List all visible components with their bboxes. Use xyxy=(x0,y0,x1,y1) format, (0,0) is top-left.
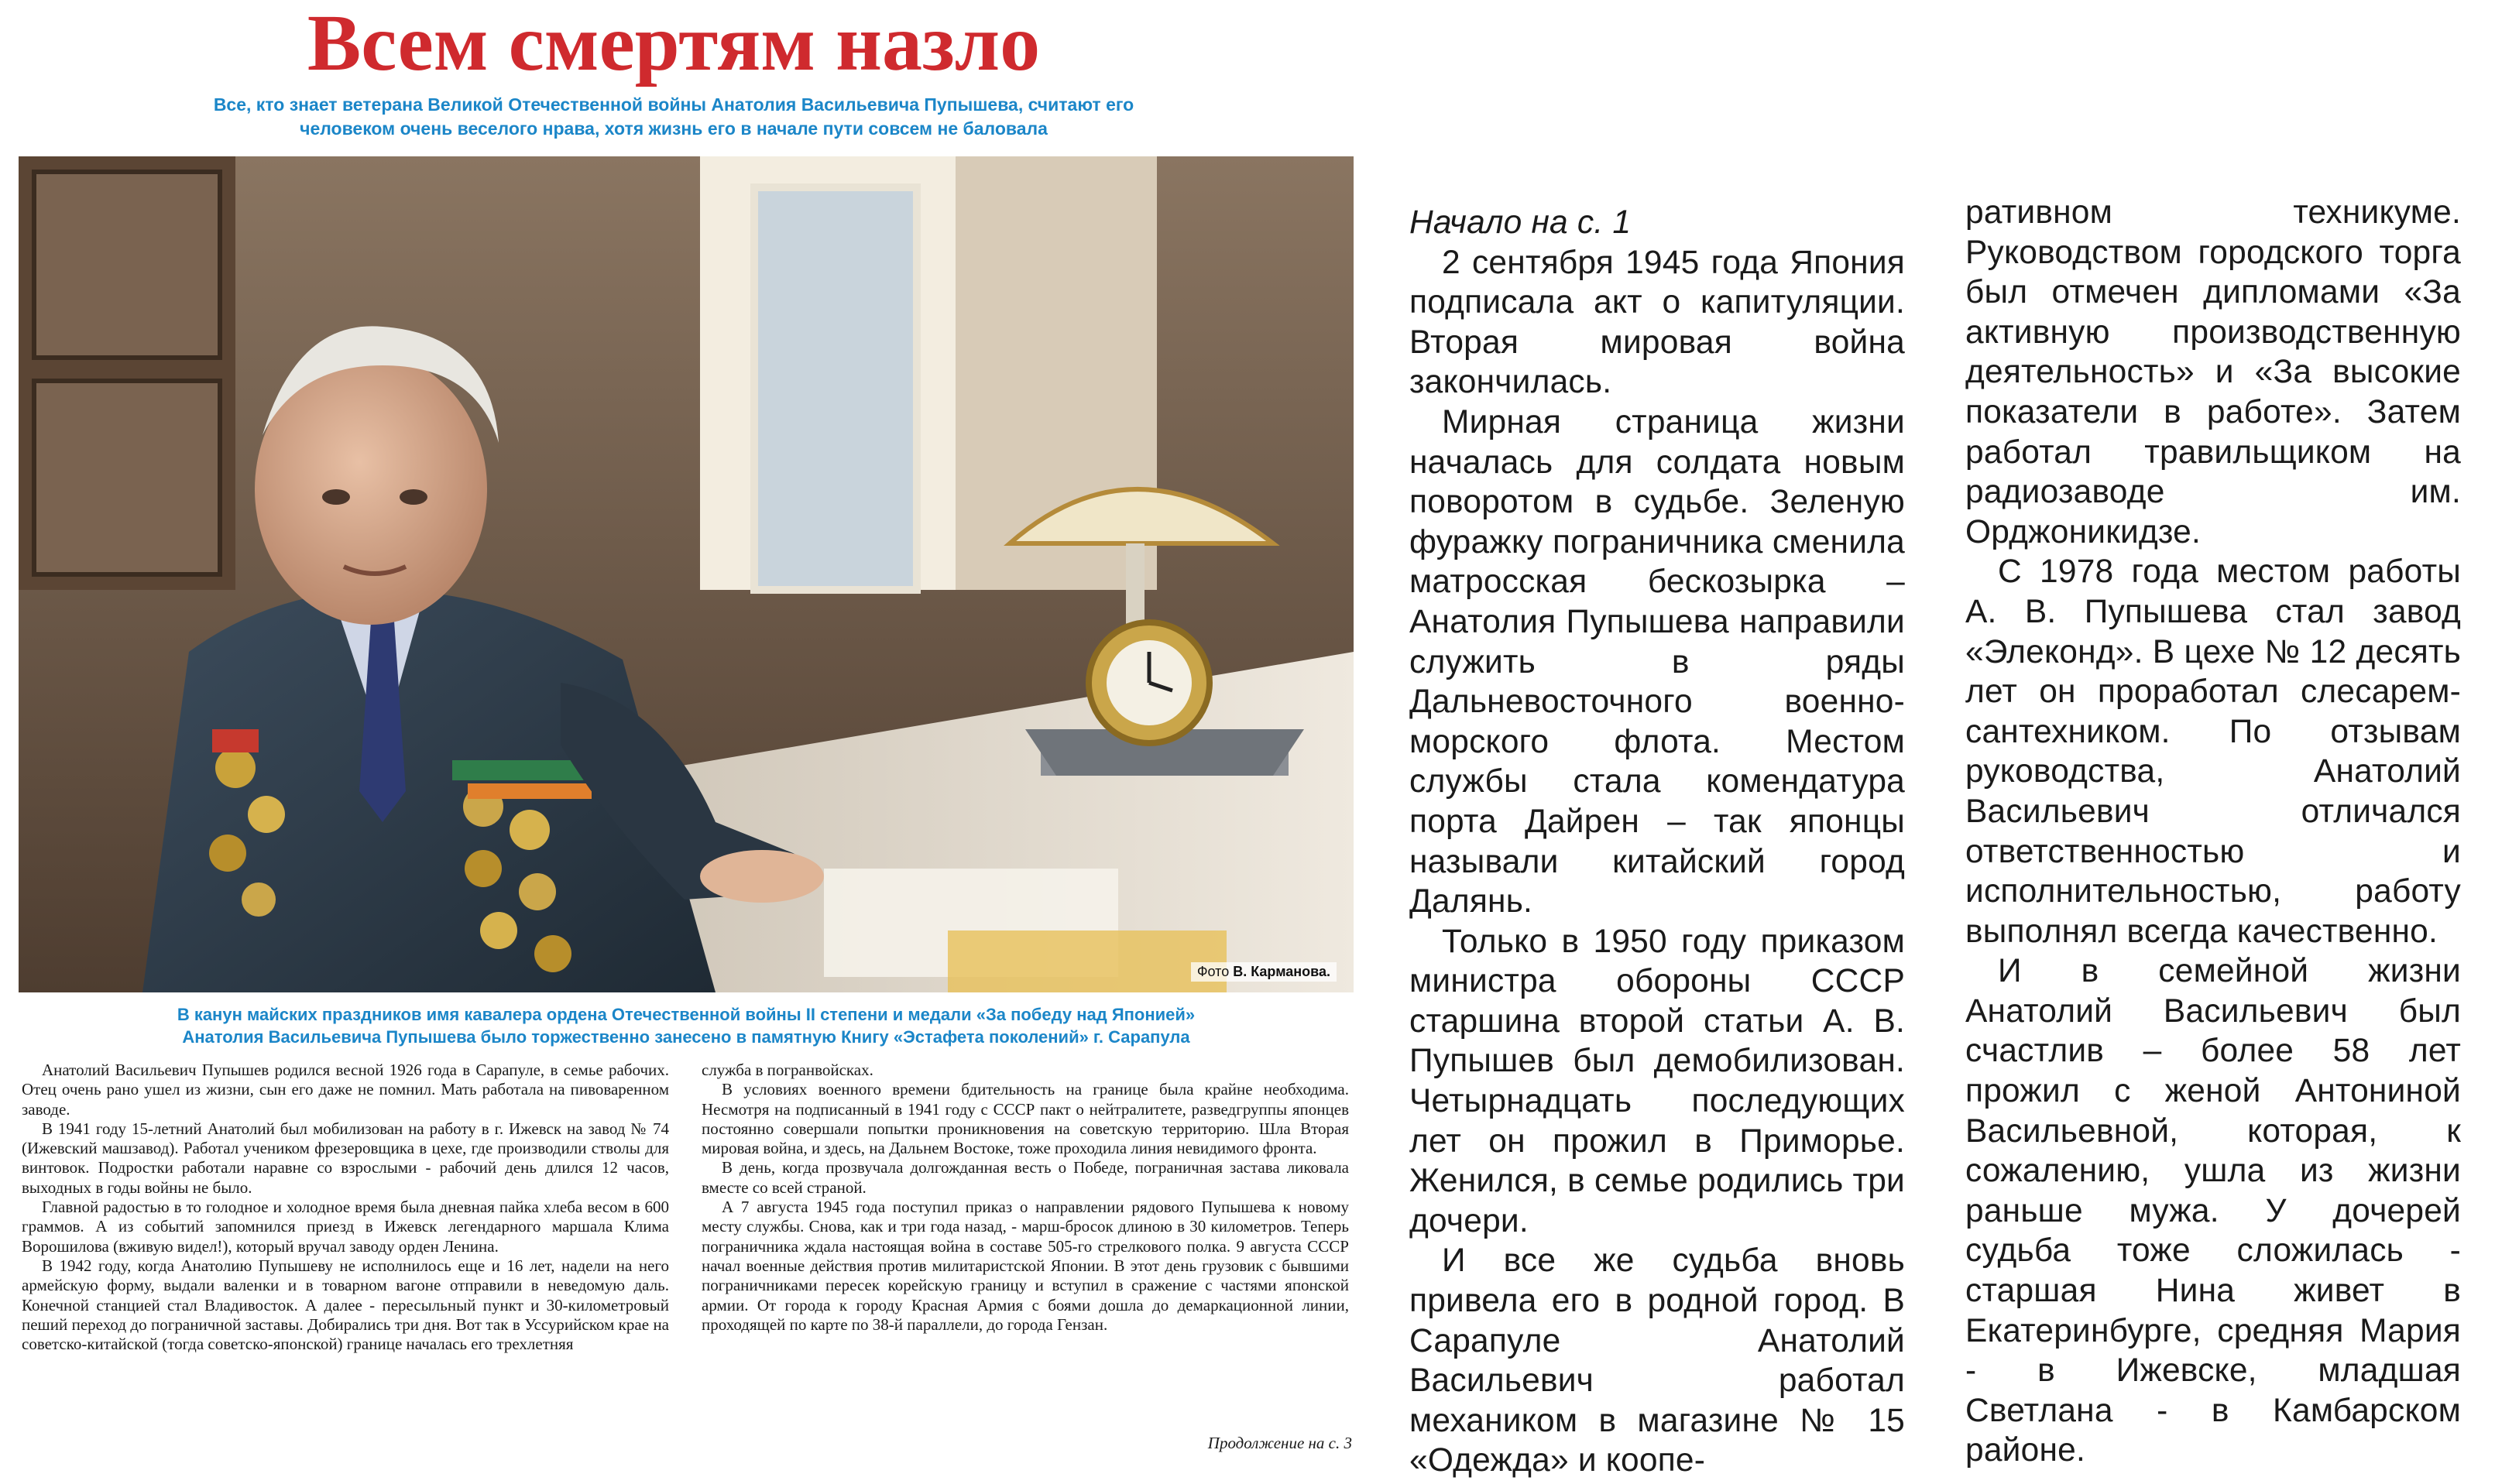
paragraph: Только в 1950 году приказом министра обороны СССР старшина второй статьи А. В. Пупышев был демобилизован. Четырнадцать последующих лет он прожил в Приморье. Женился, в семье родились три дочери. xyxy=(1409,923,1905,1239)
photo-credit xyxy=(1191,962,1337,982)
veteran-photo-illustration xyxy=(19,156,1354,992)
small-text-column-1 xyxy=(22,1061,669,1354)
paragraph: 2 сентября 1945 года Япония подписала акт о капитуляции. Вторая мировая война закончилась. xyxy=(1409,244,1905,401)
continued-note: Продолжение на с. 3 xyxy=(1207,1434,1352,1452)
paragraph: В условиях военного времени бдительность на границе была крайне необходима. Несмотря на подписанный в 1941 году с СССР пакт о нейтралитете, разведгруппы японцев постоянно совершали попытки проникновения на советскую территорию. Шла Вторая мировая война, и здесь, на Дальнем Востоке, тоже проходила линия невидимого фронта. xyxy=(702,1080,1349,1158)
headline: Всем смертям назло xyxy=(307,0,1041,87)
paragraph: Главной радостью в то голодное и холодное время была дневная пайка хлеба весом в 600 граммов. А из событий запомнился приезд в Ижевск легендарного маршала Клима Ворошилова (вживую видел!), который вручал заводу орден Ленина. xyxy=(22,1198,669,1256)
paragraph: И все же судьба вновь привела его в родной город. В Сарапуле Анатолий Васильевич работал механиком в магазине № 15 «Одежда» и коопе- xyxy=(1409,1242,1905,1479)
large-text-column-2 xyxy=(1965,193,2461,1471)
paragraph: Анатолий Васильевич Пупышев родился весной 1926 года в Сарапуле, в семье рабочих. Отец очень рано ушел из жизни, сын его даже не помнил. Мать работала на пивоваренном заводе. xyxy=(22,1061,669,1119)
photo-credit-name: В. Карманова. xyxy=(1233,964,1330,979)
veteran-photo xyxy=(19,156,1354,992)
paragraph: А 7 августа 1945 года поступил приказ о направлении рядового Пупышева к новому месту службы. Снова, как и три года назад, - марш-бросок длиною в 30 километров. Теперь пограничника ждала настоящая война в составе 505-го стрелкового полка. 9 августа СССР начал военные действия против милитаристской Японии. В этот день грузовик с бывшими пограничниками пересек корейскую границу и вступил в сражение с частями японской армии. От города к городу Красная Армия с боями дошла до демаркационной линии, проходящей по карте по 38-й параллели, до города Гензан. xyxy=(702,1198,1349,1334)
start-note: Начало на с. 1 xyxy=(1409,204,1632,241)
lead-line: человеком очень веселого нрава, хотя жизнь его в начале пути совсем не баловала xyxy=(300,118,1048,139)
paragraph: В день, когда прозвучала долгожданная весть о Победе, пограничная застава ликовала вместе со всей страной. xyxy=(702,1158,1349,1197)
caption-line: В канун майских праздников имя кавалера ордена Отечественной войны II степени и медали «За победу над Японией» xyxy=(177,1005,1196,1024)
small-text-column-2 xyxy=(702,1061,1349,1335)
lead-paragraph xyxy=(15,93,1332,141)
paragraph: И в семейной жизни Анатолий Васильевич был счастлив – более 58 лет прожил с женой Антониной Васильевной, которая, к сожалению, ушла из жизни раньше мужа. У дочерей судьба тоже сложилась - старшая Нина живет в Екатеринбурге, средняя Мария - в Ижевске, младшая Светлана - в Камбарском районе. xyxy=(1965,953,2461,1469)
paragraph: служба в погранвойсках. xyxy=(702,1061,873,1079)
paragraph: В 1941 году 15-летний Анатолий был мобилизован на работу в г. Ижевск на завод № 74 (Ижевский машзавод). Работал учеником фрезеровщика в цехе, где производили стволы для винтовок. Подростки работали наравне со взрослыми - рабочий день длился 12 часов, выходных в годы войны не было. xyxy=(22,1119,669,1197)
paragraph: ративном техникуме. Руководством городского торга был отмечен дипломами «За активную производственную деятельность» и «За высокие показатели в работе». Затем работал травильщиком на радиозаводе им. Орджоникидзе. xyxy=(1965,194,2461,550)
caption-line: Анатолия Васильевича Пупышева было торжественно занесено в памятную Книгу «Эстафета поколений» г. Сарапула xyxy=(182,1027,1190,1047)
large-text-column-1 xyxy=(1409,203,1905,1481)
paragraph: Мирная страница жизни началась для солдата новым поворотом в судьбе. Зеленую фуражку пограничника сменила матросская бескозырка – Анатолия Пупышева направили служить в ряды Дальневосточного военно-морского флота. Местом службы стала комендатура порта Дайрен – так японцы называли китайский город Далянь. xyxy=(1409,403,1905,920)
paragraph: С 1978 года местом работы А. В. Пупышева стал завод «Элеконд». В цехе № 12 десять лет он проработал слесарем-сантехником. По отзывам руководства, Анатолий Васильевич отличался ответственностью и исполнительностью, работу выполнял всегда качественно. xyxy=(1965,554,2461,950)
photo-credit-prefix: Фото xyxy=(1196,964,1234,979)
photo-caption xyxy=(19,1003,1354,1048)
paragraph: В 1942 году, когда Анатолию Пупышеву не исполнилось еще и 16 лет, надели на него армейскую форму, выдали валенки и в товарном вагоне отправили в неведомую даль. Конечной станцией стал Владивосток. А далее - пересыльный пункт и 30-километровый пеший переход до пограничной заставы. Добирались три дня. Вот так в Уссурийском крае на советско-китайской (тогда советско-японской) границе началась его трехлетняя xyxy=(22,1256,669,1354)
lead-line: Все, кто знает ветерана Великой Отечественной войны Анатолия Васильевича Пупышева, считают его xyxy=(213,94,1134,115)
